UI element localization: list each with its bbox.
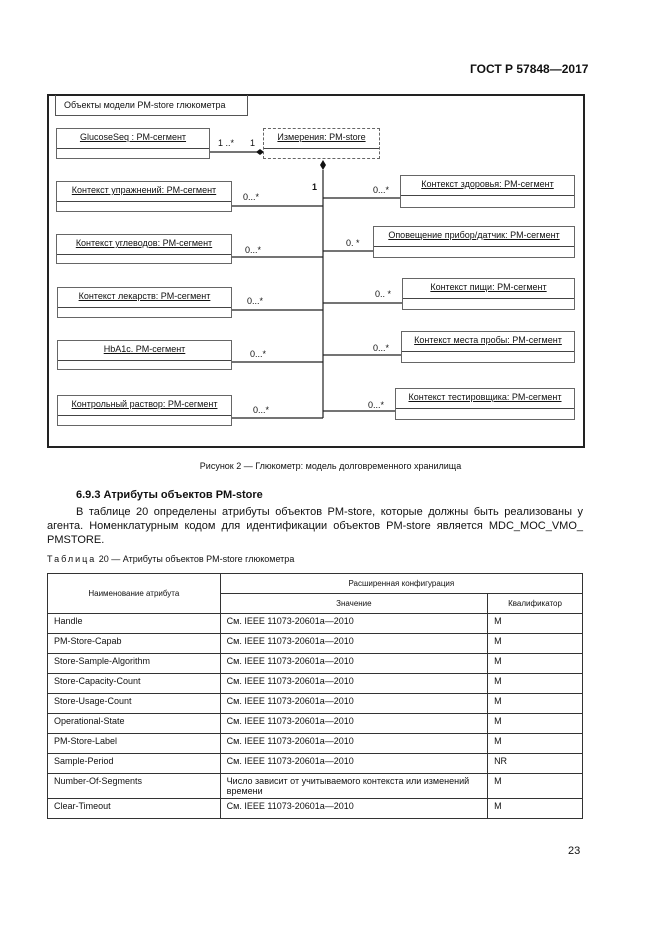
qualifier-cell: M [488, 799, 583, 819]
header-value: Значение [220, 594, 487, 614]
multiplicity: 1 ..* [218, 138, 235, 148]
value-cell: См. IEEE 11073-20601a—2010 [220, 799, 487, 819]
qualifier-cell: M [488, 634, 583, 654]
attributes-table [47, 573, 583, 819]
table-row [48, 654, 583, 674]
value-cell: См. IEEE 11073-20601a—2010 [220, 634, 487, 654]
value-cell: См. IEEE 11073-20601a—2010 [220, 654, 487, 674]
value-cell: См. IEEE 11073-20601a—2010 [220, 734, 487, 754]
multiplicity: 0...* [373, 185, 390, 195]
standard-header: ГОСТ Р 57848—2017 [470, 62, 589, 76]
header-extended-config: Расширенная конфигурация [220, 574, 582, 594]
qualifier-cell: M [488, 614, 583, 634]
table-row [48, 754, 583, 774]
paragraph: В таблице 20 определены атрибуты объектов PM-store, которые должны быть реализованы у агента. Номенклатурным кодом для идентификации объектов PM-store является MDC_MOC_VMO_ PMSTORE. [47, 506, 583, 546]
attribute-cell: Handle [48, 614, 221, 634]
uml-box-right: Контекст пищи: PM-сегмент [402, 278, 575, 310]
attribute-cell: PM-Store-Label [48, 734, 221, 754]
header-qualifier: Квалификатор [488, 594, 583, 614]
attribute-cell: Number-Of-Segments [48, 774, 221, 799]
uml-box-right: Контекст места пробы: PM-сегмент [401, 331, 575, 363]
multiplicity: 0...* [247, 296, 264, 306]
uml-box-left: Контекст углеводов: PM-сегмент [56, 234, 232, 264]
table-row [48, 799, 583, 819]
uml-box-right: Контекст здоровья: PM-сегмент [400, 175, 575, 208]
attribute-cell: Clear-Timeout [48, 799, 221, 819]
value-cell: См. IEEE 11073-20601a—2010 [220, 754, 487, 774]
multiplicity: 0...* [245, 245, 262, 255]
multiplicity: 1 [312, 182, 318, 192]
uml-box-left: HbA1c. PM-сегмент [57, 340, 232, 370]
attribute-cell: Operational-State [48, 714, 221, 734]
table-row [48, 694, 583, 714]
multiplicity: 1 [250, 138, 256, 148]
qualifier-cell: M [488, 734, 583, 754]
uml-box-measurements: Измерения: PM-store [263, 128, 380, 159]
section-title: 6.9.3 Атрибуты объектов PM-store [76, 489, 263, 501]
uml-box-left: Контрольный раствор: PM-сегмент [57, 395, 232, 426]
value-cell: Число зависит от учитываемого контекста или изменений времени [220, 774, 487, 799]
qualifier-cell: M [488, 694, 583, 714]
value-cell: См. IEEE 11073-20601a—2010 [220, 714, 487, 734]
attribute-cell: Store-Sample-Algorithm [48, 654, 221, 674]
multiplicity: 0...* [243, 192, 260, 202]
figure-caption: Рисунок 2 — Глюкометр: модель долговременного хранилища [199, 461, 462, 471]
value-cell: См. IEEE 11073-20601a—2010 [220, 674, 487, 694]
table-row [48, 674, 583, 694]
multiplicity: 0.. * [375, 289, 392, 299]
qualifier-cell: M [488, 654, 583, 674]
table-row [48, 634, 583, 654]
uml-box-right: Контекст тестировщика: PM-сегмент [395, 388, 575, 420]
table-caption: Таблица 20 — Атрибуты объектов PM-store глюкометра [47, 554, 295, 564]
qualifier-cell: NR [488, 754, 583, 774]
diagram-title: Объекты модели PM-store глюкометра [55, 95, 248, 116]
uml-box-right: Оповещение прибор/датчик: PM-сегмент [373, 226, 575, 258]
table-row [48, 614, 583, 634]
value-cell: См. IEEE 11073-20601a—2010 [220, 614, 487, 634]
multiplicity: 0...* [253, 405, 270, 415]
multiplicity: 0...* [368, 400, 385, 410]
multiplicity: 0...* [250, 349, 267, 359]
attribute-cell: PM-Store-Capab [48, 634, 221, 654]
table-row [48, 714, 583, 734]
header-attribute: Наименование атрибута [48, 574, 221, 614]
attribute-cell: Store-Capacity-Count [48, 674, 221, 694]
uml-box-glucoseseq: GlucoseSeq : PM-сегмент [56, 128, 210, 159]
multiplicity: 0...* [373, 343, 390, 353]
qualifier-cell: M [488, 714, 583, 734]
multiplicity: 0. * [346, 238, 360, 248]
page-number: 23 [568, 845, 581, 857]
uml-box-left: Контекст лекарств: PM-сегмент [57, 287, 232, 318]
value-cell: См. IEEE 11073-20601a—2010 [220, 694, 487, 714]
table-row [48, 774, 583, 799]
attribute-cell: Sample-Period [48, 754, 221, 774]
attribute-cell: Store-Usage-Count [48, 694, 221, 714]
table-row [48, 734, 583, 754]
qualifier-cell: M [488, 674, 583, 694]
composition-diamond-icon [320, 160, 326, 170]
uml-box-left: Контекст упражнений: PM-сегмент [56, 181, 232, 212]
qualifier-cell: M [488, 774, 583, 799]
